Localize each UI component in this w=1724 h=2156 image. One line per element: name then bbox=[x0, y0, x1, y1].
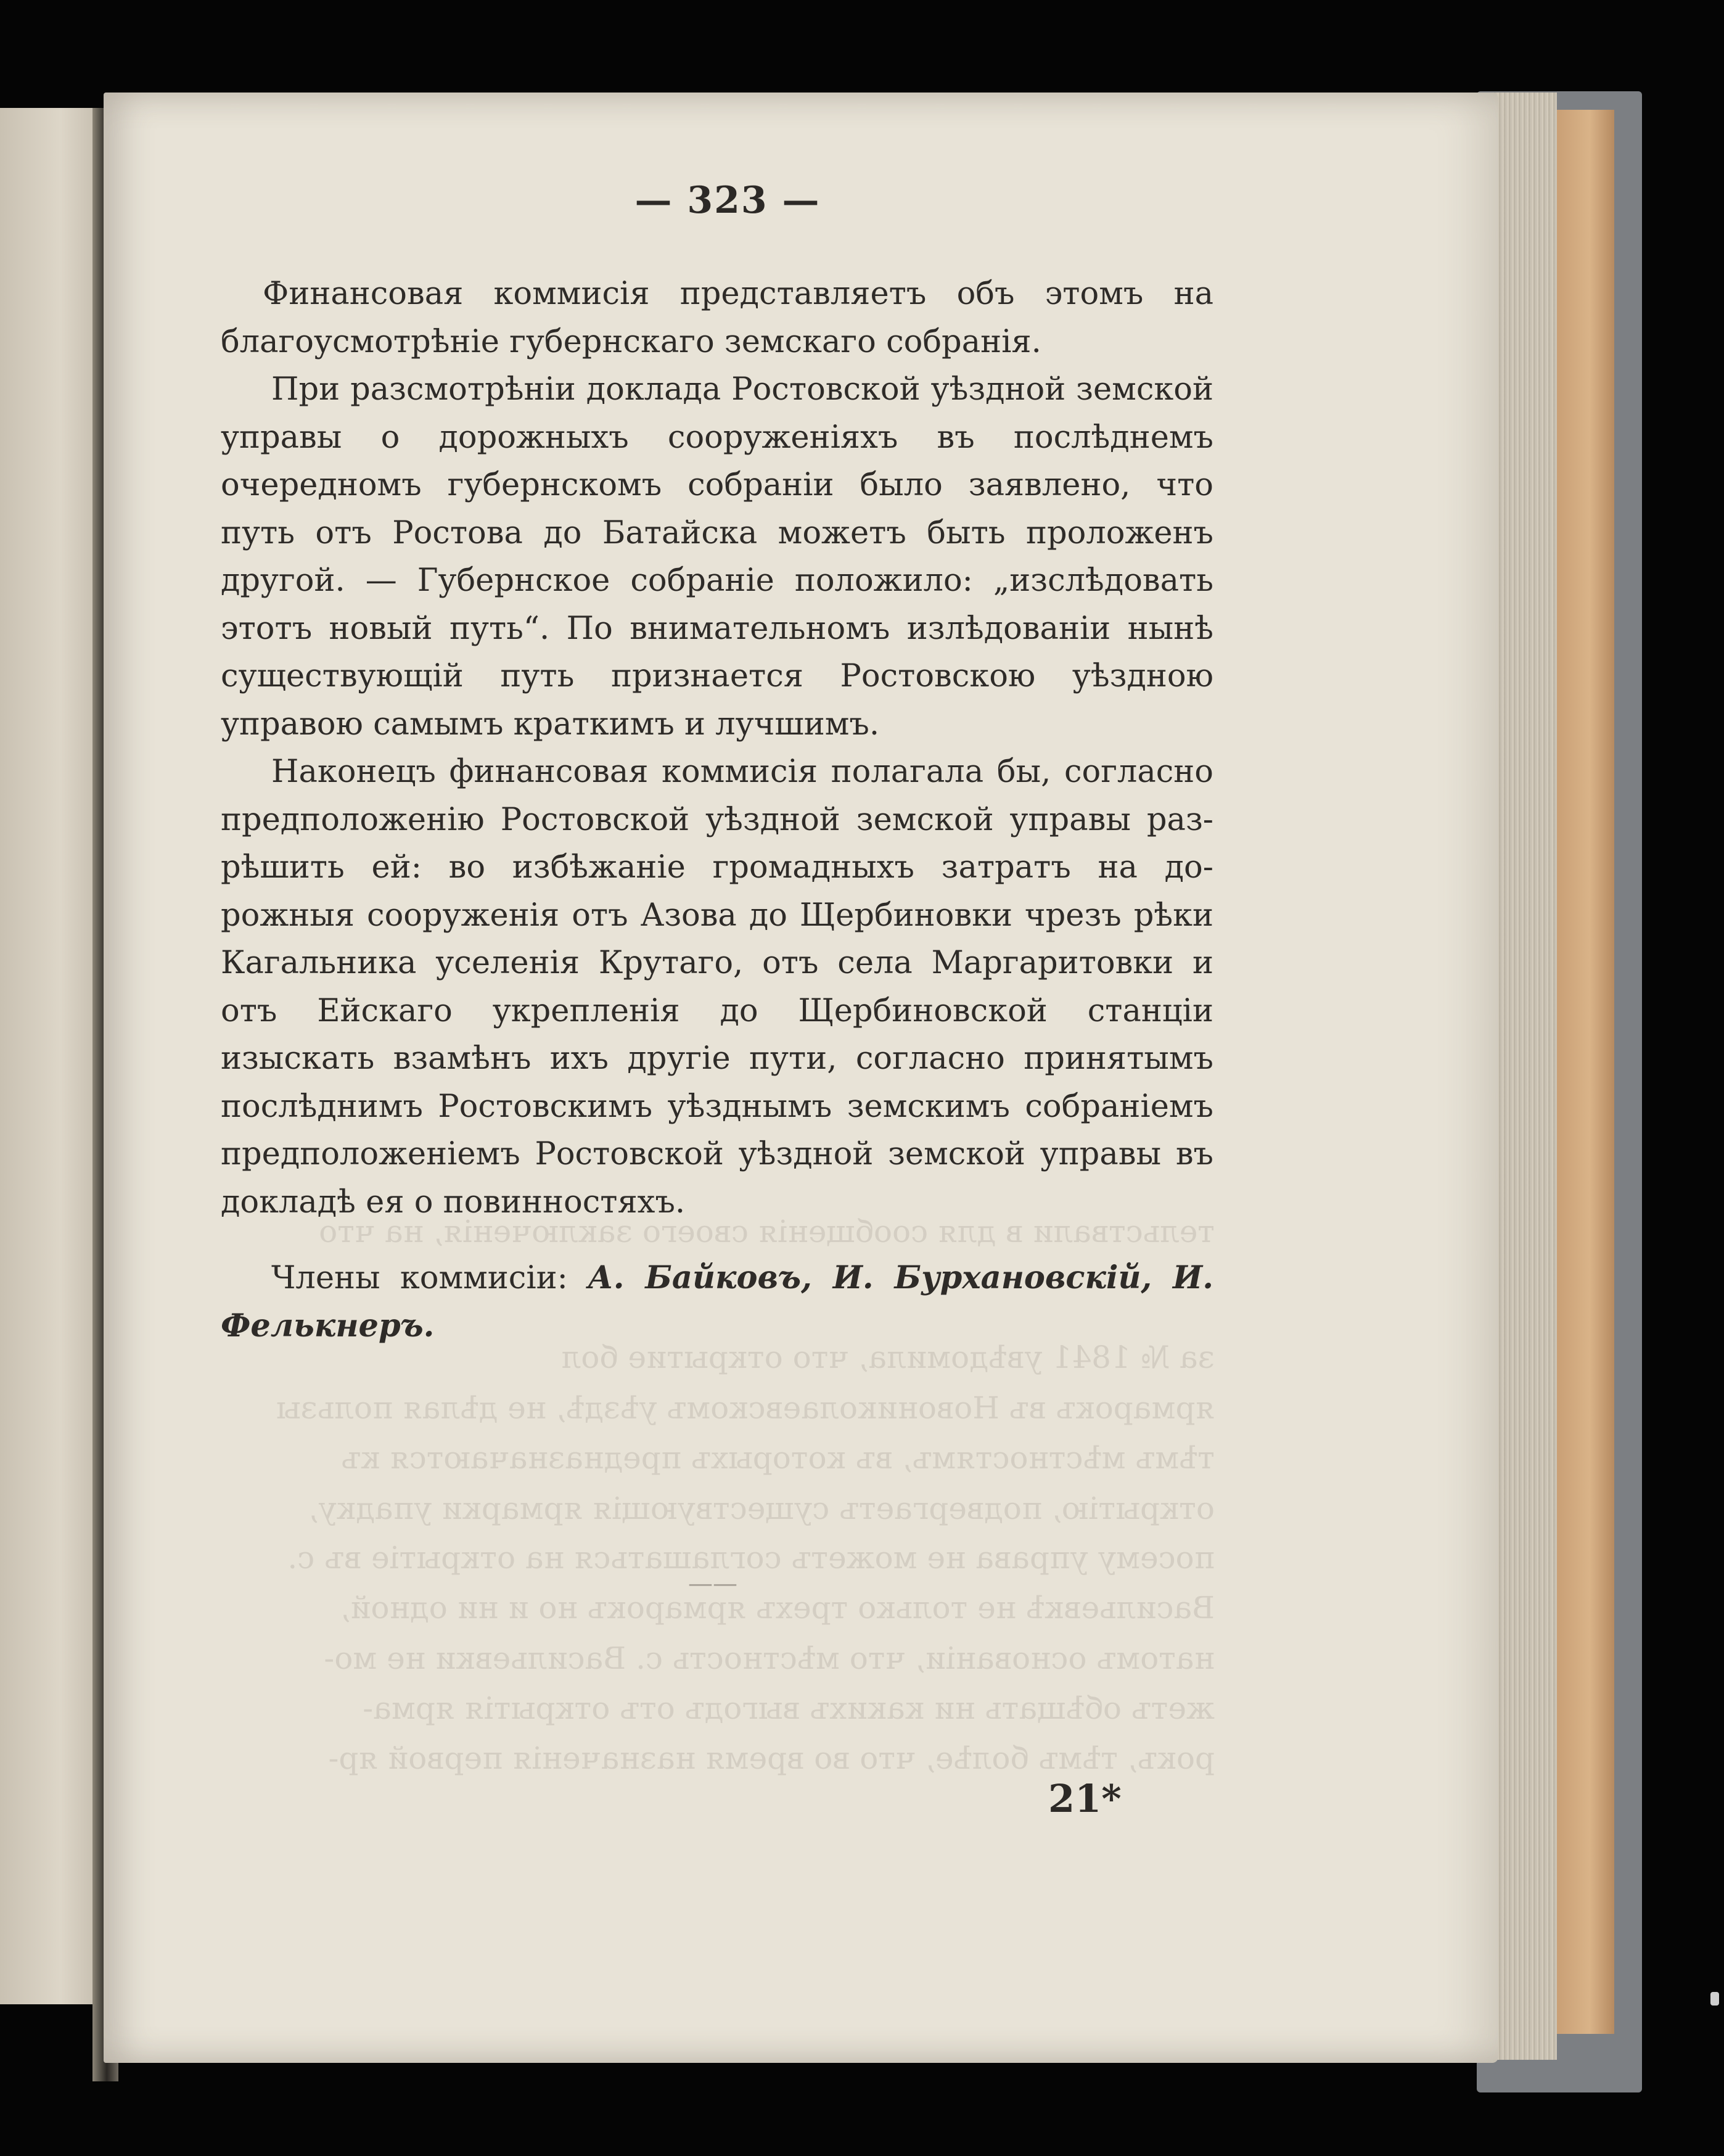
bleed-through-line: Васильевкѣ не только трехъ ярмарокъ но и ни одной, bbox=[340, 1590, 1215, 1626]
member-names: А. Байковъ, И. Бурхановскій, И. Фелькнеръ. bbox=[221, 1259, 1213, 1344]
bleed-through-line: натомъ основаніи, что мѣстность с. Васильевки не мо- bbox=[324, 1640, 1215, 1676]
bleed-through-line: посему управа не можетъ соглашаться на открытіе въ с. bbox=[287, 1540, 1215, 1576]
bleed-through-line: жетъ обѣщать ни какихъ выгодъ отъ открытія ярма- bbox=[363, 1690, 1215, 1726]
bleed-through-line: ярмарокъ въ Новониколаевскомъ уѣздѣ, не дѣлая пользы bbox=[276, 1390, 1215, 1426]
members-label: Члены коммисіи: bbox=[271, 1260, 568, 1296]
cover-board-edge bbox=[1553, 110, 1614, 2034]
bleed-through-line: тельствали в для сообщенія своего заключенія, на что bbox=[319, 1214, 1215, 1249]
bleed-through-line: за № 1841 увѣдомила, что открытие бол bbox=[561, 1339, 1215, 1375]
body-text bbox=[221, 270, 1213, 1350]
paragraph: Финансовая коммисія представляетъ объ этомъ на благоусмотрѣніе губернскаго земскаго собранія. bbox=[221, 276, 1213, 360]
paragraph: При разсмотрѣніи доклада Ростовской уѣздной земской управы о дорожныхъ сооруженіяхъ въ послѣднемъ очередномъ губернскомъ собраніи было заявлено, что путь отъ Ростова до Батайска можетъ быть проложенъ другой. — Губернское собраніе положило: „изслѣдовать этотъ новый путь“. По внимательномъ излѣдованіи нынѣ существующій путь признается Ростовскою уѣздною управою самымъ краткимъ и лучшимъ. bbox=[221, 371, 1213, 743]
bleed-through-line: открытію, подвергаетъ существующія ярмарки упадку, bbox=[308, 1491, 1215, 1526]
scan-speck bbox=[1710, 1992, 1719, 2006]
paragraph: Наконецъ финансовая коммисія полагала бы, согласно предположенію Ростовской уѣздной земской управы разрѣшить ей: во избѣжаніе громадныхъ затратъ на дорожныя сооруженія отъ Азова до Щербиновки чрезъ рѣки Кагальника уселенія Крутаго, отъ села Маргаритовки и отъ Ейскаго укрепленія до Щербиновской станціи изыскать взамѣнъ ихъ другіе пути, согласно принятымъ послѣднимъ Ростовскимъ уѣзднымъ земскимъ собраніемъ предположеніемъ Ростовской уѣздной земской управы въ докладѣ ея о повинностяхъ. bbox=[221, 754, 1213, 1220]
commission-members bbox=[221, 1254, 1213, 1350]
printer-signature: 21* bbox=[1048, 1776, 1122, 1821]
end-mark: —— bbox=[688, 1570, 737, 1598]
bleed-through-line: тѣмъ мѣстностямъ, въ которыхъ предназначаются къ bbox=[341, 1440, 1215, 1476]
page-number: — 323 — bbox=[634, 179, 821, 222]
bleed-through-line: рокъ, тѣмъ болѣе, что во время назначенія первой яр- bbox=[328, 1740, 1215, 1776]
